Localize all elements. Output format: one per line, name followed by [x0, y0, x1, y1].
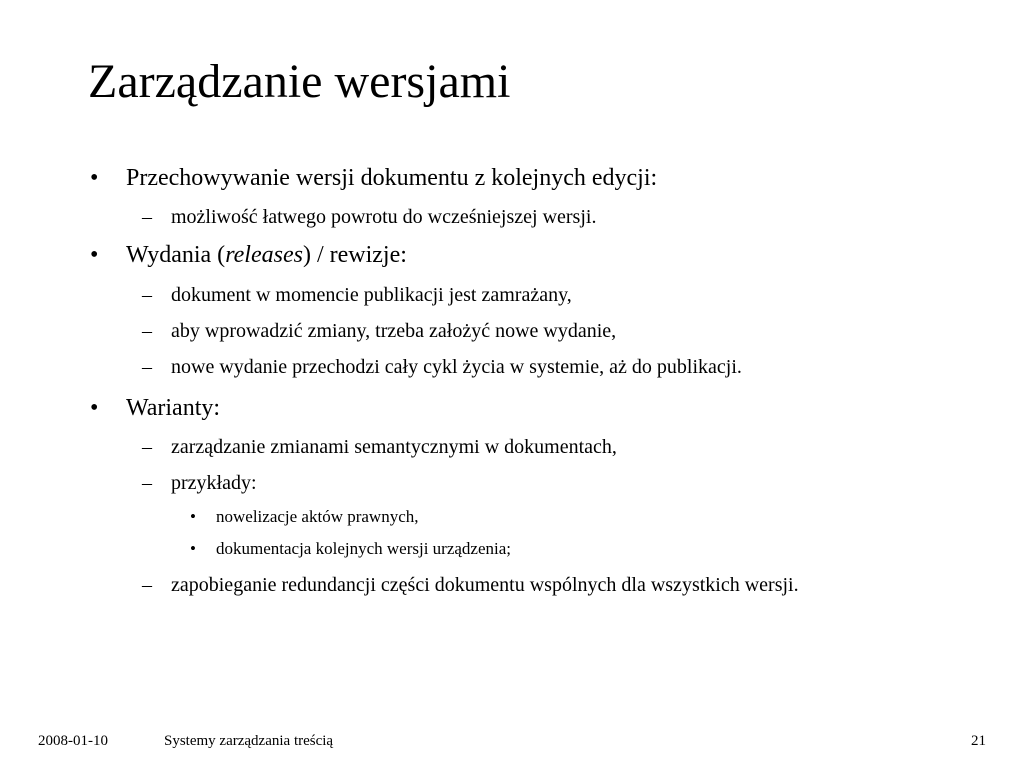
dash-icon: –: [142, 436, 152, 458]
bullet-icon: •: [90, 165, 99, 191]
sub-bullet-text: możliwość łatwego powrotu do wcześniejszej wersji.: [171, 206, 597, 228]
bullet-icon: •: [190, 539, 196, 558]
dash-icon: –: [142, 284, 152, 306]
sub-bullet-text: zapobieganie redundancji części dokumentu wspólnych dla wszystkich wersji.: [171, 574, 799, 596]
sub-bullet-text: dokument w momencie publikacji jest zamrażany,: [171, 284, 572, 306]
footer-date: 2008-01-10: [38, 733, 108, 749]
footer-page-number: 21: [971, 733, 986, 749]
dash-icon: –: [142, 574, 152, 596]
bullet-text: Przechowywanie wersji dokumentu z kolejnych edycji:: [126, 165, 658, 191]
bullet-text-part: ) / rewizje:: [302, 242, 407, 268]
bullet-icon: •: [90, 395, 99, 421]
sub-bullet-text: aby wprowadzić zmiany, trzeba założyć nowe wydanie,: [171, 320, 617, 342]
bullet-text-part: Wydania (: [126, 242, 226, 268]
bullet-text: Warianty:: [126, 395, 221, 421]
sub-bullet-text: zarządzanie zmianami semantycznymi w dokumentach,: [171, 436, 617, 458]
footer-title: Systemy zarządzania treścią: [164, 733, 334, 749]
dash-icon: –: [142, 356, 152, 378]
dash-icon: –: [142, 320, 152, 342]
dash-icon: –: [142, 472, 152, 494]
bullet-icon: •: [190, 507, 196, 526]
sub-sub-bullet-text: dokumentacja kolejnych wersji urządzenia;: [216, 539, 512, 558]
bullet-text: [126, 240, 407, 270]
sub-sub-bullet-text: nowelizacje aktów prawnych,: [216, 507, 419, 526]
slide-title: Zarządzanie wersjami: [88, 55, 511, 108]
sub-bullet-text: nowe wydanie przechodzi cały cykl życia w systemie, aż do publikacji.: [171, 356, 742, 378]
bullet-text-emphasis: releases: [225, 242, 303, 268]
sub-bullet-text: przykłady:: [171, 472, 257, 494]
bullet-icon: •: [90, 242, 99, 268]
dash-icon: –: [142, 206, 152, 228]
